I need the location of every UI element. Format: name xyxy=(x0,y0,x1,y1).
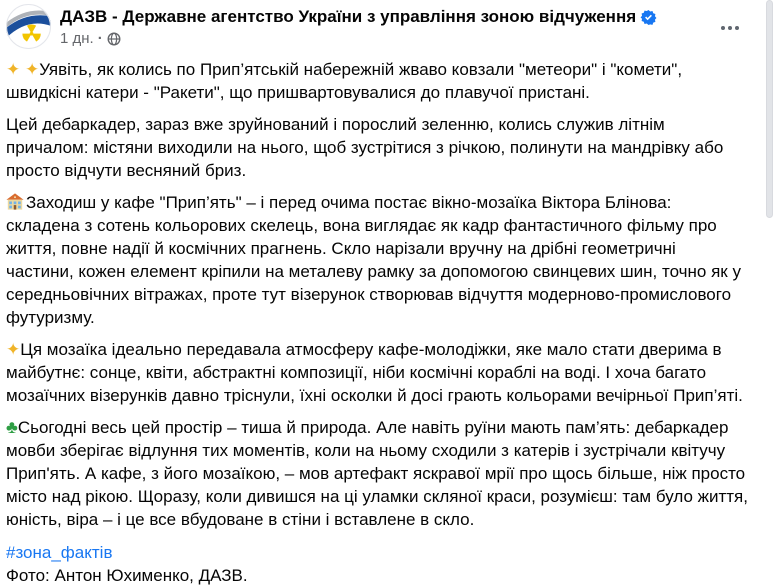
page-avatar-dazv-logo[interactable] xyxy=(6,4,51,49)
meta-separator: · xyxy=(97,30,103,47)
scrollbar-track[interactable] xyxy=(765,0,774,539)
sparkle-icon: ✦ xyxy=(6,340,21,359)
scrollbar-thumb[interactable] xyxy=(766,0,773,218)
post-paragraph: Заходиш у кафе "Прип’ять" – і перед очима постає вікно-мозаїка Віктора Блінова: складена з сотень кольорових скелець, вона виглядає як кадр фантастичного фільму про життя, повне надії й космічних прагнень. Скло нарізали вручну на дрібні геометричні частини, кожен елемент кріпили на металеву рамку за допомогою свинцевих шин, точно як у середньовічних вітражах, проте тут візерунок створював відчуття модерново-промислового футуризму. xyxy=(6,193,741,327)
photo-credit: Фото: Антон Юхименко, ДАЗВ. xyxy=(6,566,248,585)
post-header xyxy=(6,4,748,49)
verified-badge-icon xyxy=(641,10,656,25)
more-options-ellipsis-icon xyxy=(728,26,732,30)
more-options-ellipsis-icon xyxy=(735,26,739,30)
post-paragraph: Цей дебаркадер, зараз вже зруйнований і порослий зеленню, колись служив літнім причалом: містяни виходили на нього, щоб зустрітися з річкою, полинути на мандрівку або просто відчути весняний бриз. xyxy=(6,115,724,180)
post-meta xyxy=(60,30,656,47)
post-paragraph: ✦Ця мозаїка ідеально передавала атмосферу кафе-молодіжки, яке мало стати дверима в майбутнє: сонце, квіти, абстрактні композиції, ніби космічні кораблі на воді. І хоча багато мозаїчних візерунків давно тріснули, їхні осколки й досі грають кольорами вечірньої Прип’яті. xyxy=(6,340,743,405)
header-info xyxy=(60,4,656,47)
post-paragraph: ✦ ✦Уявіть, як колись по Прип’ятській набережній жваво ковзали "метеори" і "комети", швидкісні катери - "Ракети", що пришвартовувалися до плавучої пристані. xyxy=(6,60,683,102)
school-building-icon xyxy=(6,193,24,210)
clover-icon: ♣ xyxy=(6,417,18,437)
hashtag-link[interactable]: #зона_фактів xyxy=(6,543,113,562)
globe-public-icon xyxy=(107,32,121,46)
post-body-text xyxy=(6,58,748,587)
page-name-link[interactable]: ДАЗВ - Державне агентство України з управління зоною відчуження xyxy=(60,7,637,26)
more-options-ellipsis-icon xyxy=(721,26,725,30)
post-paragraph: ♣Сьогодні весь цей простір – тиша й природа. Але навіть руїни мають пам’ять: дебаркадер мовби зберігає відлуння тих моментів, коли на ньому сходили з катерів і зустрічали квітучу Прип'ять. А кафе, з його мозаїкою, – мов артефакт яскравої мрії про щось більше, ніж просто місто над рікою. Щоразу, коли дивишся на ці уламки скляної краси, розумієш: там було життя, юність, віра – і це все вбудоване в стіни і вставлене в скло. xyxy=(6,417,748,529)
more-options-button[interactable] xyxy=(714,18,746,38)
timestamp[interactable]: 1 дн. xyxy=(60,30,94,47)
sparkles-icon: ✦ ✦ xyxy=(6,60,40,79)
